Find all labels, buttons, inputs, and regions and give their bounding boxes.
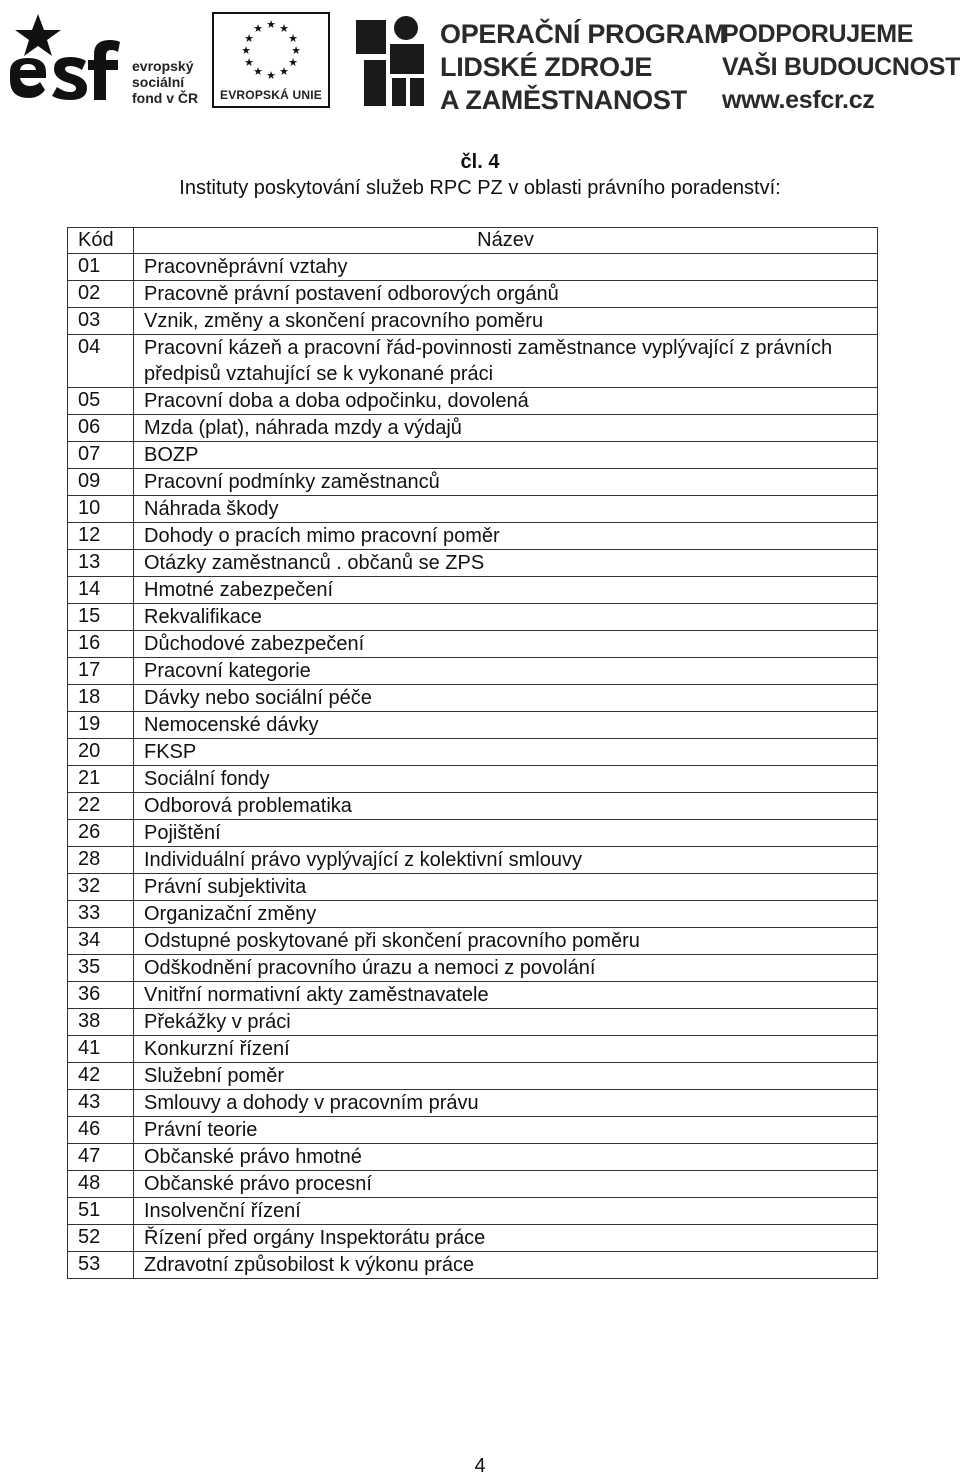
row-name: Sociální fondy — [134, 766, 878, 793]
esf-line: evropský — [132, 58, 194, 74]
row-code: 52 — [68, 1225, 134, 1252]
row-name: Organizační změny — [134, 901, 878, 928]
row-code: 22 — [68, 793, 134, 820]
row-code: 02 — [68, 281, 134, 308]
row-name: Pracovní doba a doba odpočinku, dovolená — [134, 388, 878, 415]
row-name: Pracovní podmínky zaměstnanců — [134, 469, 878, 496]
row-name: Dávky nebo sociální péče — [134, 685, 878, 712]
table-row — [68, 1225, 878, 1252]
row-name: FKSP — [134, 739, 878, 766]
eu-label: EVROPSKÁ UNIE — [220, 88, 322, 102]
table-row — [68, 1144, 878, 1171]
table-row — [68, 1090, 878, 1117]
esf-logo — [6, 10, 206, 110]
row-name: Pracovní kategorie — [134, 658, 878, 685]
row-code: 42 — [68, 1063, 134, 1090]
svg-text:★: ★ — [266, 18, 276, 31]
table-row — [68, 928, 878, 955]
row-name: Náhrada škody — [134, 496, 878, 523]
row-name: Dohody o pracích mimo pracovní poměr — [134, 523, 878, 550]
table-row — [68, 1171, 878, 1198]
svg-text:★: ★ — [253, 22, 263, 35]
svg-text:★: ★ — [244, 56, 254, 69]
table-row — [68, 712, 878, 739]
row-name: Řízení před orgány Inspektorátu práce — [134, 1225, 878, 1252]
row-code: 09 — [68, 469, 134, 496]
page-number: 4 — [474, 1455, 486, 1477]
svg-text:★: ★ — [288, 56, 298, 69]
row-code: 06 — [68, 415, 134, 442]
esf-line: sociální — [132, 74, 185, 90]
row-name: Občanské právo procesní — [134, 1171, 878, 1198]
table-row — [68, 1036, 878, 1063]
table-row — [68, 1063, 878, 1090]
row-code: 47 — [68, 1144, 134, 1171]
row-code: 33 — [68, 901, 134, 928]
esf-text — [132, 58, 198, 106]
row-name: Vznik, změny a skončení pracovního poměru — [134, 308, 878, 335]
row-code: 15 — [68, 604, 134, 631]
op-line: LIDSKÉ ZDROJE — [440, 52, 653, 82]
table-row — [68, 982, 878, 1009]
row-name: Důchodové zabezpečení — [134, 631, 878, 658]
table-row — [68, 577, 878, 604]
row-name: Pracovní kázeň a pracovní řád-povinnosti zaměstnance vyplývající z právních předpisů vztahující se k vykonané práci — [134, 335, 878, 388]
row-code: 41 — [68, 1036, 134, 1063]
row-name: Právní teorie — [134, 1117, 878, 1144]
row-name: Zdravotní způsobilost k výkonu práce — [134, 1252, 878, 1279]
op-line: OPERAČNÍ PROGRAM — [440, 19, 727, 49]
table-row — [68, 847, 878, 874]
row-code: 14 — [68, 577, 134, 604]
row-code: 34 — [68, 928, 134, 955]
table-row — [68, 604, 878, 631]
article-number: čl. 4 — [460, 151, 500, 173]
table-row — [68, 469, 878, 496]
support-text — [722, 18, 960, 117]
row-name: Otázky zaměstnanců . občanů se ZPS — [134, 550, 878, 577]
row-name: Vnitřní normativní akty zaměstnavatele — [134, 982, 878, 1009]
row-name: BOZP — [134, 442, 878, 469]
row-name: Odborová problematika — [134, 793, 878, 820]
table-row — [68, 308, 878, 335]
support-line: VAŠI BUDOUCNOST — [722, 53, 960, 81]
svg-text:★: ★ — [279, 22, 289, 35]
row-name: Rekvalifikace — [134, 604, 878, 631]
row-name: Nemocenské dávky — [134, 712, 878, 739]
row-code: 07 — [68, 442, 134, 469]
svg-text:★: ★ — [279, 65, 289, 78]
row-code: 17 — [68, 658, 134, 685]
table-row — [68, 550, 878, 577]
row-code: 48 — [68, 1171, 134, 1198]
row-code: 10 — [68, 496, 134, 523]
row-code: 26 — [68, 820, 134, 847]
table-row — [68, 1198, 878, 1225]
row-code: 21 — [68, 766, 134, 793]
table-row — [68, 739, 878, 766]
table-row — [68, 685, 878, 712]
row-name: Občanské právo hmotné — [134, 1144, 878, 1171]
row-name: Smlouvy a dohody v pracovním právu — [134, 1090, 878, 1117]
table-body — [68, 254, 878, 1279]
row-name: Pracovně právní postavení odborových orgánů — [134, 281, 878, 308]
table-row — [68, 631, 878, 658]
row-code: 20 — [68, 739, 134, 766]
op-text — [440, 18, 726, 117]
row-code: 04 — [68, 335, 134, 388]
row-code: 32 — [68, 874, 134, 901]
row-code: 16 — [68, 631, 134, 658]
row-code: 28 — [68, 847, 134, 874]
table-row — [68, 955, 878, 982]
column-header-name: Název — [134, 228, 878, 254]
table-row — [68, 415, 878, 442]
eu-stars-icon — [214, 14, 328, 84]
row-code: 18 — [68, 685, 134, 712]
row-name: Právní subjektivita — [134, 874, 878, 901]
article-title: Instituty poskytování služeb RPC PZ v oblasti právního poradenství: — [179, 177, 781, 199]
row-name: Překážky v práci — [134, 1009, 878, 1036]
table-row — [68, 658, 878, 685]
svg-text:★: ★ — [244, 32, 254, 45]
row-code: 43 — [68, 1090, 134, 1117]
row-code: 05 — [68, 388, 134, 415]
op-logo — [356, 12, 432, 108]
table-row — [68, 335, 878, 388]
row-name: Odstupné poskytované při skončení pracovního poměru — [134, 928, 878, 955]
row-name: Pojištění — [134, 820, 878, 847]
svg-text:★: ★ — [241, 44, 251, 57]
row-name: Služební poměr — [134, 1063, 878, 1090]
row-code: 35 — [68, 955, 134, 982]
table-row — [68, 793, 878, 820]
row-code: 01 — [68, 254, 134, 281]
table-header-row — [68, 228, 878, 254]
svg-text:★: ★ — [266, 69, 276, 82]
services-table — [67, 227, 878, 1279]
row-code: 03 — [68, 308, 134, 335]
column-header-code: Kód — [68, 228, 134, 254]
table-row — [68, 874, 878, 901]
table-row — [68, 523, 878, 550]
esf-line: fond v ČR — [132, 90, 199, 106]
table-row — [68, 442, 878, 469]
row-code: 46 — [68, 1117, 134, 1144]
op-line: A ZAMĚSTNANOST — [440, 85, 687, 115]
row-code: 38 — [68, 1009, 134, 1036]
header-logo-bar — [0, 0, 960, 118]
row-name: Hmotné zabezpečení — [134, 577, 878, 604]
table-row — [68, 388, 878, 415]
table-row — [68, 496, 878, 523]
table-row — [68, 281, 878, 308]
row-code: 13 — [68, 550, 134, 577]
row-name: Konkurzní řízení — [134, 1036, 878, 1063]
svg-text:★: ★ — [291, 44, 301, 57]
row-name: Individuální právo vyplývající z kolektivní smlouvy — [134, 847, 878, 874]
svg-text:★: ★ — [288, 32, 298, 45]
row-code: 12 — [68, 523, 134, 550]
eu-logo — [212, 12, 330, 108]
table-row — [68, 1009, 878, 1036]
row-name: Mzda (plat), náhrada mzdy a výdajů — [134, 415, 878, 442]
row-name: Insolvenční řízení — [134, 1198, 878, 1225]
table-row — [68, 1117, 878, 1144]
support-line: PODPORUJEME — [722, 20, 914, 48]
row-code: 51 — [68, 1198, 134, 1225]
table-row — [68, 820, 878, 847]
row-code: 53 — [68, 1252, 134, 1279]
support-url: www.esfcr.cz — [722, 86, 875, 114]
svg-text:★: ★ — [253, 65, 263, 78]
table-row — [68, 1252, 878, 1279]
row-name: Pracovněprávní vztahy — [134, 254, 878, 281]
esf-emblem-icon — [6, 10, 130, 110]
table-row — [68, 254, 878, 281]
row-name: Odškodnění pracovního úrazu a nemoci z povolání — [134, 955, 878, 982]
row-code: 19 — [68, 712, 134, 739]
row-code: 36 — [68, 982, 134, 1009]
table-row — [68, 901, 878, 928]
table-row — [68, 766, 878, 793]
op-figure-icon — [356, 12, 432, 108]
